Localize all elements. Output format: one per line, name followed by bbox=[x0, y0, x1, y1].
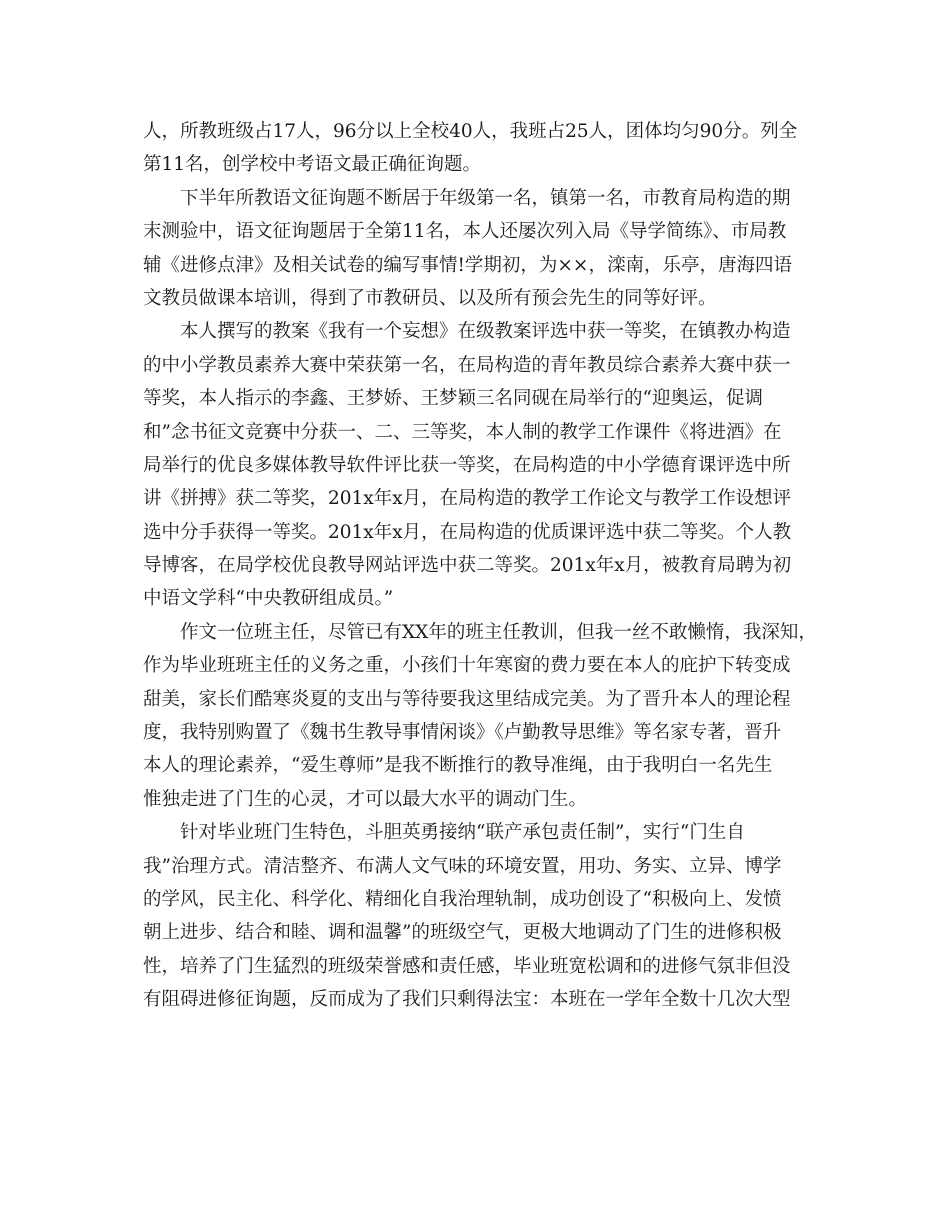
text-line: 朝上进步、结合和睦、调和温馨”的班级空气，更极大地调动了门生的进修积极 bbox=[143, 922, 782, 944]
text-line: 针对毕业班门生特色，斗胆英勇接纳“联产承包责任制”，实行“门生自 bbox=[180, 822, 745, 844]
text-line: 的学风，民主化、科学化、精细化自我治理轨制，成功创设了“积极向上、发愤 bbox=[143, 888, 782, 910]
text-line: 中语文学科“中央教研组成员。” bbox=[143, 588, 394, 610]
text-line: 作文一位班主任，尽管已有XX年的班主任教训，但我一丝不敢懒惰，我深知， bbox=[180, 621, 817, 643]
text-line: 作为毕业班班主任的义务之重，小孩们十年寒窗的费力要在本人的庇护下转变成 bbox=[143, 655, 791, 677]
text-line: 等奖，本人指示的李鑫、王梦娇、王梦颖三名同砚在局举行的“迎奥运，促调 bbox=[143, 388, 763, 410]
text-line: 度，我特别购置了《魏书生教导事情闲谈》《卢勤教导思维》等名家专著，晋升 bbox=[143, 722, 782, 744]
body-text bbox=[143, 115, 815, 1017]
text-line: 惟独走进了门生的心灵，才可以最大水平的调动门生。 bbox=[143, 788, 588, 810]
text-line: 第11名，创学校中考语文最正确征询题。 bbox=[143, 154, 482, 176]
text-line: 选中分手获得一等奖。201x年x月，在局构造的优质课评选中获二等奖。个人教 bbox=[143, 521, 792, 543]
text-line: 有阻碍进修征询题，反而成为了我们只剩得法宝：本班在一学年全数十几次大型 bbox=[143, 989, 791, 1011]
text-line: 甜美，家长们酷寒炎夏的支出与等待要我这里结成完美。为了晋升本人的理论程 bbox=[143, 688, 791, 710]
text-line: 导博客，在局学校优良教导网站评选中获二等奖。201x年x月，被教育局聘为初 bbox=[143, 555, 792, 577]
text-line: 末测验中，语文征询题居于全第11名，本人还屡次列入局《导学简练》、市局教 bbox=[143, 221, 787, 243]
text-line: 文教员做课本培训，得到了市教研员、以及所有预会先生的同等好评。 bbox=[143, 287, 717, 309]
text-line: 的中小学教员素养大赛中荣获第一名，在局构造的青年教员综合素养大赛中获一 bbox=[143, 354, 791, 376]
text-line: 人，所教班级占17人，96分以上全校40人，我班占25人，团体均匀90分。列全 bbox=[143, 121, 798, 142]
text-line: 本人撰写的教案《我有一个妄想》在级教案评选中获一等奖，在镇教办构造 bbox=[180, 321, 791, 343]
text-line: 本人的理论素养，“爱生尊师”是我不断推行的教导准绳，由于我明白一名先生 bbox=[143, 755, 773, 777]
text-line: 辅《进修点津》及相关试卷的编写事情!学期初，为××，滦南，乐亭，唐海四语 bbox=[143, 254, 792, 276]
text-line: 我”治理方式。清洁整齐、布满人文气味的环境安置，用功、务实、立异、博学 bbox=[143, 855, 782, 877]
text-line: 和”念书征文竞赛中分获一、二、三等奖，本人制的教学工作课件《将进酒》在 bbox=[143, 421, 782, 443]
text-line: 局举行的优良多媒体教导软件评比获一等奖，在局构造的中小学德育课评选中所 bbox=[143, 454, 791, 476]
text-line: 性，培养了门生猛烈的班级荣誉感和责任感，毕业班宽松调和的进修气氛非但没 bbox=[143, 955, 791, 977]
text-line: 讲《拼搏》获二等奖，201x年x月，在局构造的教学工作论文与教学工作设想评 bbox=[143, 488, 792, 510]
text-line: 下半年所教语文征询题不断居于年级第一名，镇第一名，市教育局构造的期 bbox=[180, 187, 791, 209]
